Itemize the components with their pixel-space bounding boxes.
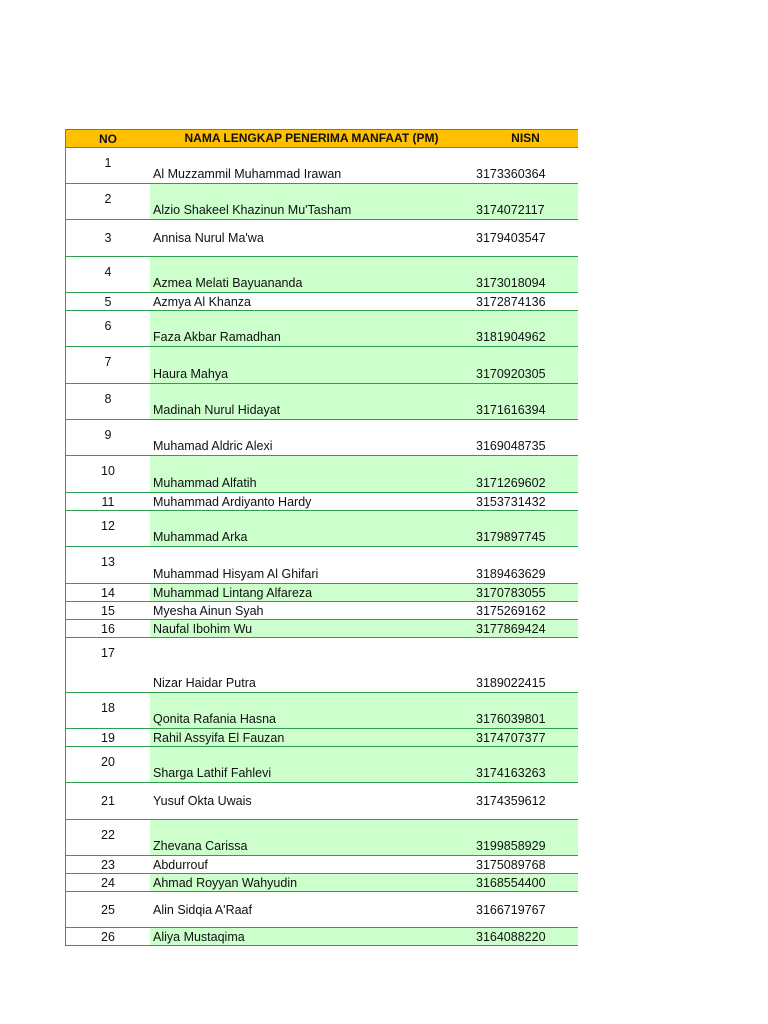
table-row — [66, 420, 578, 456]
table-body — [66, 148, 578, 946]
recipient-name-cell: Alin Sidqia A'Raaf — [153, 902, 252, 917]
row-number-cell: 1 — [104, 156, 112, 170]
row-number-cell: 12 — [101, 519, 115, 533]
nisn-cell: 3189022415 — [476, 676, 546, 690]
table-row — [66, 384, 578, 420]
row-number-cell: 10 — [101, 464, 115, 478]
header-nisn: NISN — [511, 131, 540, 145]
table-row — [66, 493, 578, 511]
recipient-table — [65, 129, 578, 946]
row-number-cell: 25 — [101, 902, 115, 917]
recipient-name-cell: Muhammad Lintang Alfareza — [150, 584, 473, 601]
nisn-cell: 3170920305 — [473, 347, 578, 383]
row-number-cell: 22 — [101, 828, 115, 842]
table-row — [66, 693, 578, 729]
recipient-name-cell: Al Muzzammil Muhammad Irawan — [153, 167, 342, 181]
recipient-name-cell: Myesha Ainun Syah — [153, 603, 264, 618]
recipient-name-cell: Yusuf Okta Uwais — [153, 794, 252, 808]
row-number-cell: 19 — [101, 730, 115, 745]
nisn-cell: 3179897745 — [473, 511, 578, 546]
table-row — [66, 638, 578, 693]
row-number-cell: 17 — [101, 646, 115, 660]
table-row — [66, 783, 578, 820]
row-number-cell: 15 — [101, 603, 115, 618]
row-number-cell: 2 — [104, 192, 112, 206]
row-number-cell: 3 — [104, 231, 112, 245]
recipient-name-cell: Azmya Al Khanza — [153, 294, 251, 309]
table-row — [66, 820, 578, 856]
recipient-name-cell: Alzio Shakeel Khazinun Mu'Tasham — [150, 184, 473, 219]
table-row — [66, 347, 578, 384]
nisn-cell: 3179403547 — [476, 231, 546, 245]
nisn-cell: 3172874136 — [476, 294, 546, 309]
recipient-name-cell: Haura Mahya — [150, 347, 473, 383]
table-row — [66, 874, 578, 892]
nisn-cell: 3168554400 — [473, 874, 578, 891]
table-row — [66, 856, 578, 874]
row-number-cell: 20 — [101, 755, 115, 769]
table-row — [66, 456, 578, 493]
row-number-cell: 9 — [104, 428, 112, 442]
nisn-cell: 3173018094 — [473, 257, 578, 292]
recipient-name-cell: Muhammad Arka — [150, 511, 473, 546]
table-row — [66, 547, 578, 584]
table-row — [66, 148, 578, 184]
nisn-cell: 3174359612 — [476, 794, 546, 808]
nisn-cell: 3174707377 — [473, 729, 578, 746]
nisn-cell: 3171616394 — [473, 384, 578, 419]
row-number-cell: 23 — [101, 857, 115, 872]
table-row — [66, 892, 578, 928]
recipient-name-cell: Muhammad Ardiyanto Hardy — [153, 494, 312, 509]
table-row — [66, 257, 578, 293]
nisn-cell: 3174163263 — [473, 747, 578, 782]
nisn-cell: 3181904962 — [473, 311, 578, 346]
recipient-name-cell: Ahmad Royyan Wahyudin — [150, 874, 473, 891]
row-number-cell: 11 — [101, 494, 115, 509]
nisn-cell: 3174072117 — [473, 184, 578, 219]
row-number-cell: 26 — [101, 929, 115, 944]
row-number-cell: 6 — [104, 319, 112, 333]
recipient-name-cell: Muhamad Aldric Alexi — [153, 439, 273, 453]
table-row — [66, 729, 578, 747]
nisn-cell: 3171269602 — [473, 456, 578, 492]
row-number-cell: 8 — [104, 392, 112, 406]
recipient-name-cell: Azmea Melati Bayuananda — [150, 257, 473, 292]
nisn-cell: 3173360364 — [476, 167, 546, 181]
table-row — [66, 747, 578, 783]
header-name: NAMA LENGKAP PENERIMA MANFAAT (PM) — [184, 131, 439, 145]
nisn-cell: 3199858929 — [473, 820, 578, 855]
recipient-name-cell: Sharga Lathif Fahlevi — [150, 747, 473, 782]
recipient-name-cell: Annisa Nurul Ma'wa — [153, 231, 264, 245]
nisn-cell: 3177869424 — [473, 620, 578, 637]
table-row — [66, 511, 578, 547]
row-number-cell: 5 — [104, 294, 112, 309]
nisn-cell: 3170783055 — [473, 584, 578, 601]
table-row — [66, 584, 578, 602]
nisn-cell: 3166719767 — [476, 902, 546, 917]
nisn-cell: 3189463629 — [476, 567, 546, 581]
recipient-name-cell: Muhammad Hisyam Al Ghifari — [153, 567, 319, 581]
nisn-cell: 3169048735 — [476, 439, 546, 453]
recipient-name-cell: Naufal Ibohim Wu — [150, 620, 473, 637]
nisn-cell: 3175089768 — [476, 857, 546, 872]
table-row — [66, 620, 578, 638]
recipient-name-cell: Nizar Haidar Putra — [153, 676, 256, 690]
recipient-name-cell: Zhevana Carissa — [150, 820, 473, 855]
row-number-cell: 24 — [101, 875, 115, 890]
row-number-cell: 4 — [104, 265, 112, 279]
recipient-name-cell: Madinah Nurul Hidayat — [150, 384, 473, 419]
row-number-cell: 21 — [101, 794, 115, 808]
row-number-cell: 16 — [101, 621, 115, 636]
table-row — [66, 311, 578, 347]
nisn-cell: 3176039801 — [473, 693, 578, 728]
nisn-cell: 3153731432 — [476, 494, 546, 509]
recipient-name-cell: Aliya Mustaqima — [150, 928, 473, 945]
row-number-cell: 13 — [101, 555, 115, 569]
table-header-row — [66, 129, 578, 148]
header-no: NO — [99, 131, 117, 146]
nisn-cell: 3175269162 — [476, 603, 546, 618]
table-row — [66, 602, 578, 620]
recipient-name-cell: Abdurrouf — [153, 857, 208, 872]
recipient-name-cell: Rahil Assyifa El Fauzan — [150, 729, 473, 746]
row-number-cell: 7 — [104, 355, 112, 369]
table-row — [66, 293, 578, 311]
recipient-name-cell: Faza Akbar Ramadhan — [150, 311, 473, 346]
row-number-cell: 18 — [101, 701, 115, 715]
nisn-cell: 3164088220 — [473, 928, 578, 945]
recipient-name-cell: Qonita Rafania Hasna — [150, 693, 473, 728]
row-number-cell: 14 — [101, 585, 115, 600]
table-row — [66, 220, 578, 257]
table-row — [66, 928, 578, 946]
table-row — [66, 184, 578, 220]
recipient-name-cell: Muhammad Alfatih — [150, 456, 473, 492]
